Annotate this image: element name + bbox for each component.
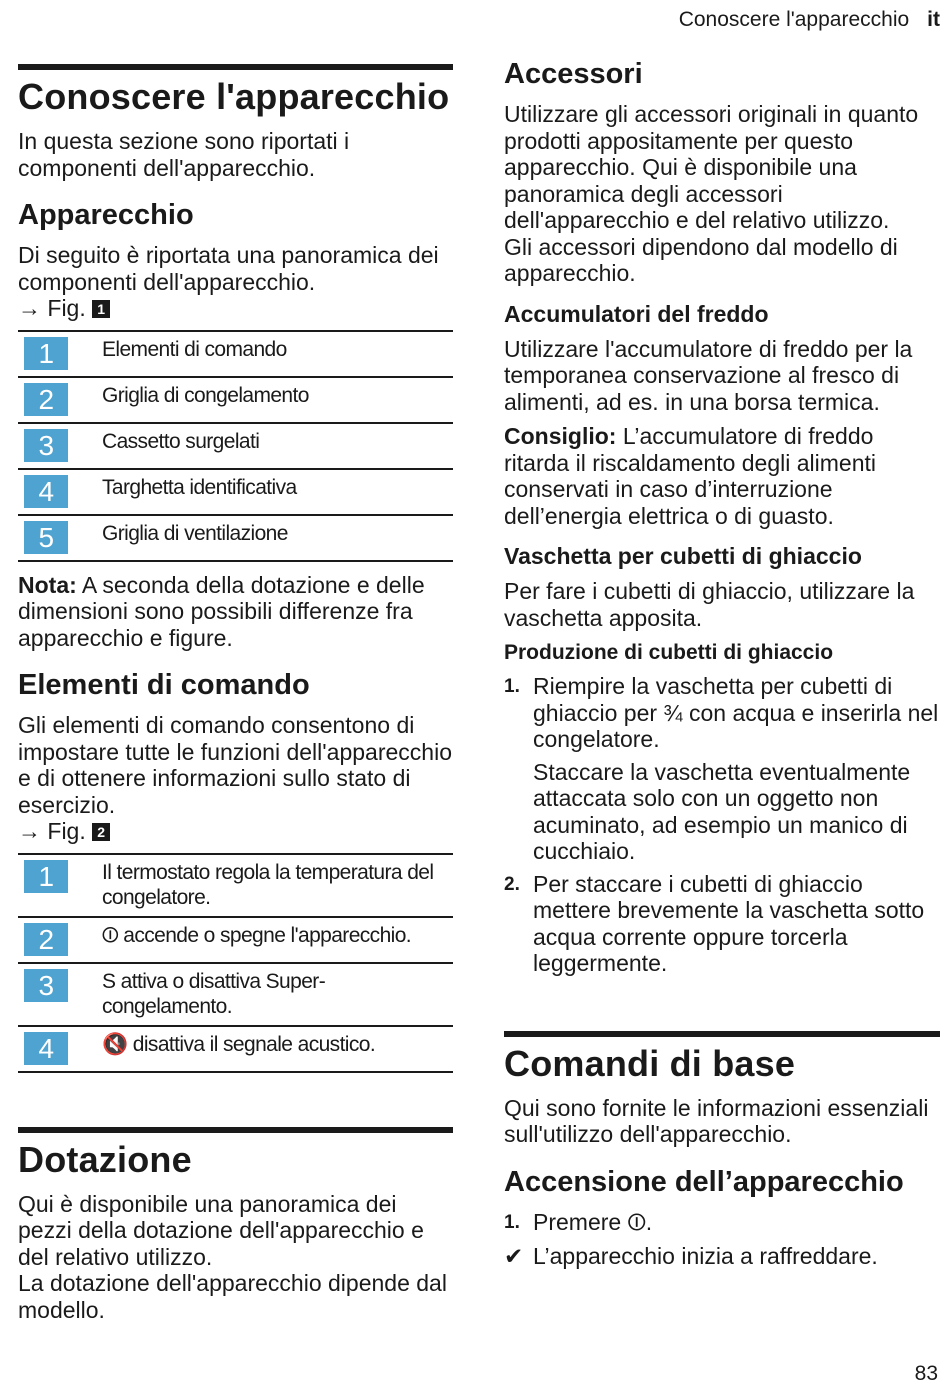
item-number-badge: 3 (24, 429, 68, 462)
item-number-badge: 2 (24, 923, 68, 956)
note-label: Nota: (18, 571, 77, 598)
dotazione-text (18, 1191, 453, 1324)
table-row (18, 963, 453, 1026)
step-number: 1. (504, 676, 520, 697)
result-text: L’apparecchio inizia a raffreddare. (533, 1243, 878, 1269)
controls-legend-table (18, 853, 453, 1073)
item-number-badge: 5 (24, 521, 68, 554)
item-label: Il termostato regola la temperatura del congelatore. (102, 854, 453, 917)
section-rule (504, 1031, 940, 1037)
note-paragraph (18, 572, 453, 652)
table-row (18, 515, 453, 561)
step-extra: Staccare la vaschetta eventualmente attaccata solo con un oggetto non acuminato, ad esempio un manico di cucchiaio. (533, 758, 911, 864)
left-column (18, 64, 453, 1331)
heading-apparecchio: Apparecchio (18, 199, 194, 231)
table-row (18, 469, 453, 515)
section-rule (18, 1127, 453, 1133)
step-text: Riempire la vaschetta per cubetti di ghiaccio per ¾ con acqua e inserirla nel congelatore. (533, 673, 939, 752)
apparecchio-text (18, 242, 453, 322)
section-title-conoscere: Conoscere l'apparecchio (18, 76, 450, 117)
header-title: Conoscere l'apparecchio (678, 8, 910, 31)
item-label: Griglia di congelamento (102, 377, 453, 423)
component-legend-table (18, 330, 453, 562)
list-item (504, 871, 940, 977)
heading-accessori: Accessori (504, 58, 643, 90)
section-title-dotazione: Dotazione (18, 1138, 192, 1180)
figure-number-badge: 2 (92, 823, 110, 841)
subheading-produzione: Produzione di cubetti di ghiaccio (504, 641, 834, 664)
step-text: Per staccare i cubetti di ghiaccio mettere brevemente la vaschetta sotto acqua corrente oppure torcerla leggermente. (533, 870, 925, 976)
item-number-badge: 1 (24, 860, 68, 893)
heading-elementi-comando: Elementi di comando (18, 669, 310, 701)
language-code: it (927, 8, 940, 31)
item-number-badge: 2 (24, 383, 68, 416)
tip-paragraph (504, 423, 940, 529)
result-line (504, 1243, 940, 1270)
item-number-badge: 1 (24, 337, 68, 370)
figure-number-badge: 1 (92, 300, 110, 318)
accessori-text (504, 101, 940, 287)
item-number-badge: 3 (24, 969, 68, 1002)
accessori-text-2: Gli accessori dipendono dal modello di apparecchio. (504, 233, 898, 286)
right-column (504, 58, 940, 1270)
checkmark-icon: ✔ (504, 1243, 524, 1269)
accumulatori-text: Utilizzare l'accumulatore di freddo per la temporanea conservazione al fresco di alimenti, ad es. in una borsa termica. (504, 335, 913, 415)
page-number: 83 (914, 1362, 938, 1385)
accessori-text-1: Utilizzare gli accessori originali in quanto prodotti appositamente per questo apparecchio. Qui è disponibile una panoramica degli accessori dell'apparecchio e del relativo utilizzo. (504, 101, 919, 233)
tip-text: L’accumulatore di freddo ritarda il riscaldamento degli alimenti conservati in caso d’interruzione dell’energia elettrica o di guasto. (504, 423, 876, 529)
comandi-text: Qui sono fornite le informazioni essenziali sull'utilizzo dell'apparecchio. (504, 1094, 929, 1147)
apparecchio-desc: Di seguito è riportata una panoramica dei componenti dell'apparecchio. (18, 242, 439, 295)
item-label: S attiva o disattiva Super-congelamento. (102, 963, 453, 1026)
dotazione-text-1: Qui è disponibile una panoramica dei pezzi della dotazione dell'apparecchio e del relativo utilizzo. (18, 1190, 424, 1270)
list-item (504, 1209, 940, 1236)
item-label: Cassetto surgelati (102, 423, 453, 469)
step-number: 1. (504, 1211, 520, 1233)
item-label: Elementi di comando (102, 331, 453, 377)
dotazione-text-2: La dotazione dell'apparecchio dipende dal modello. (18, 1270, 447, 1323)
table-row (18, 423, 453, 469)
table-row (18, 1026, 453, 1072)
table-row (18, 854, 453, 917)
heading-vaschetta: Vaschetta per cubetti di ghiaccio (504, 543, 862, 569)
step-text: Premere ⏼. (533, 1208, 653, 1235)
table-row (18, 917, 453, 963)
note-text: A seconda della dotazione e delle dimensioni sono possibili differenze fra apparecchio e figure. (18, 571, 425, 651)
item-number-badge: 4 (24, 475, 68, 508)
section-title-comandi: Comandi di base (504, 1042, 796, 1084)
tip-label: Consiglio: (504, 423, 617, 449)
switch-on-steps (504, 1209, 940, 1236)
section-rule (18, 64, 453, 70)
item-label: Griglia di ventilazione (102, 515, 453, 561)
figref-label: → Fig. (18, 295, 86, 321)
figure-reference (18, 295, 110, 321)
heading-accumulatori: Accumulatori del freddo (504, 300, 769, 327)
elementi-text (18, 712, 453, 845)
intro-text: In questa sezione sono riportati i componenti dell'apparecchio. (18, 128, 350, 181)
figref-label: → Fig. (18, 818, 86, 844)
item-label: Targhetta identificativa (102, 469, 453, 515)
step-number: 2. (504, 873, 520, 895)
item-label: ⏼ accende o spegne l'apparecchio. (102, 917, 453, 963)
item-number-badge: 4 (24, 1032, 68, 1065)
figure-reference (18, 818, 110, 844)
heading-accensione: Accensione dell’apparecchio (504, 1165, 904, 1198)
list-item (504, 673, 940, 865)
page-header (679, 8, 940, 32)
elementi-desc: Gli elementi di comando consentono di impostare tutte le funzioni dell'apparecchio e di ottenere informazioni sullo stato di esercizio. (18, 712, 452, 818)
item-label: 🔇 disattiva il segnale acustico. (102, 1026, 453, 1072)
table-row (18, 377, 453, 423)
table-row (18, 331, 453, 377)
vaschetta-text: Per fare i cubetti di ghiaccio, utilizzare la vaschetta apposita. (504, 578, 915, 631)
ice-cube-steps (504, 673, 940, 977)
